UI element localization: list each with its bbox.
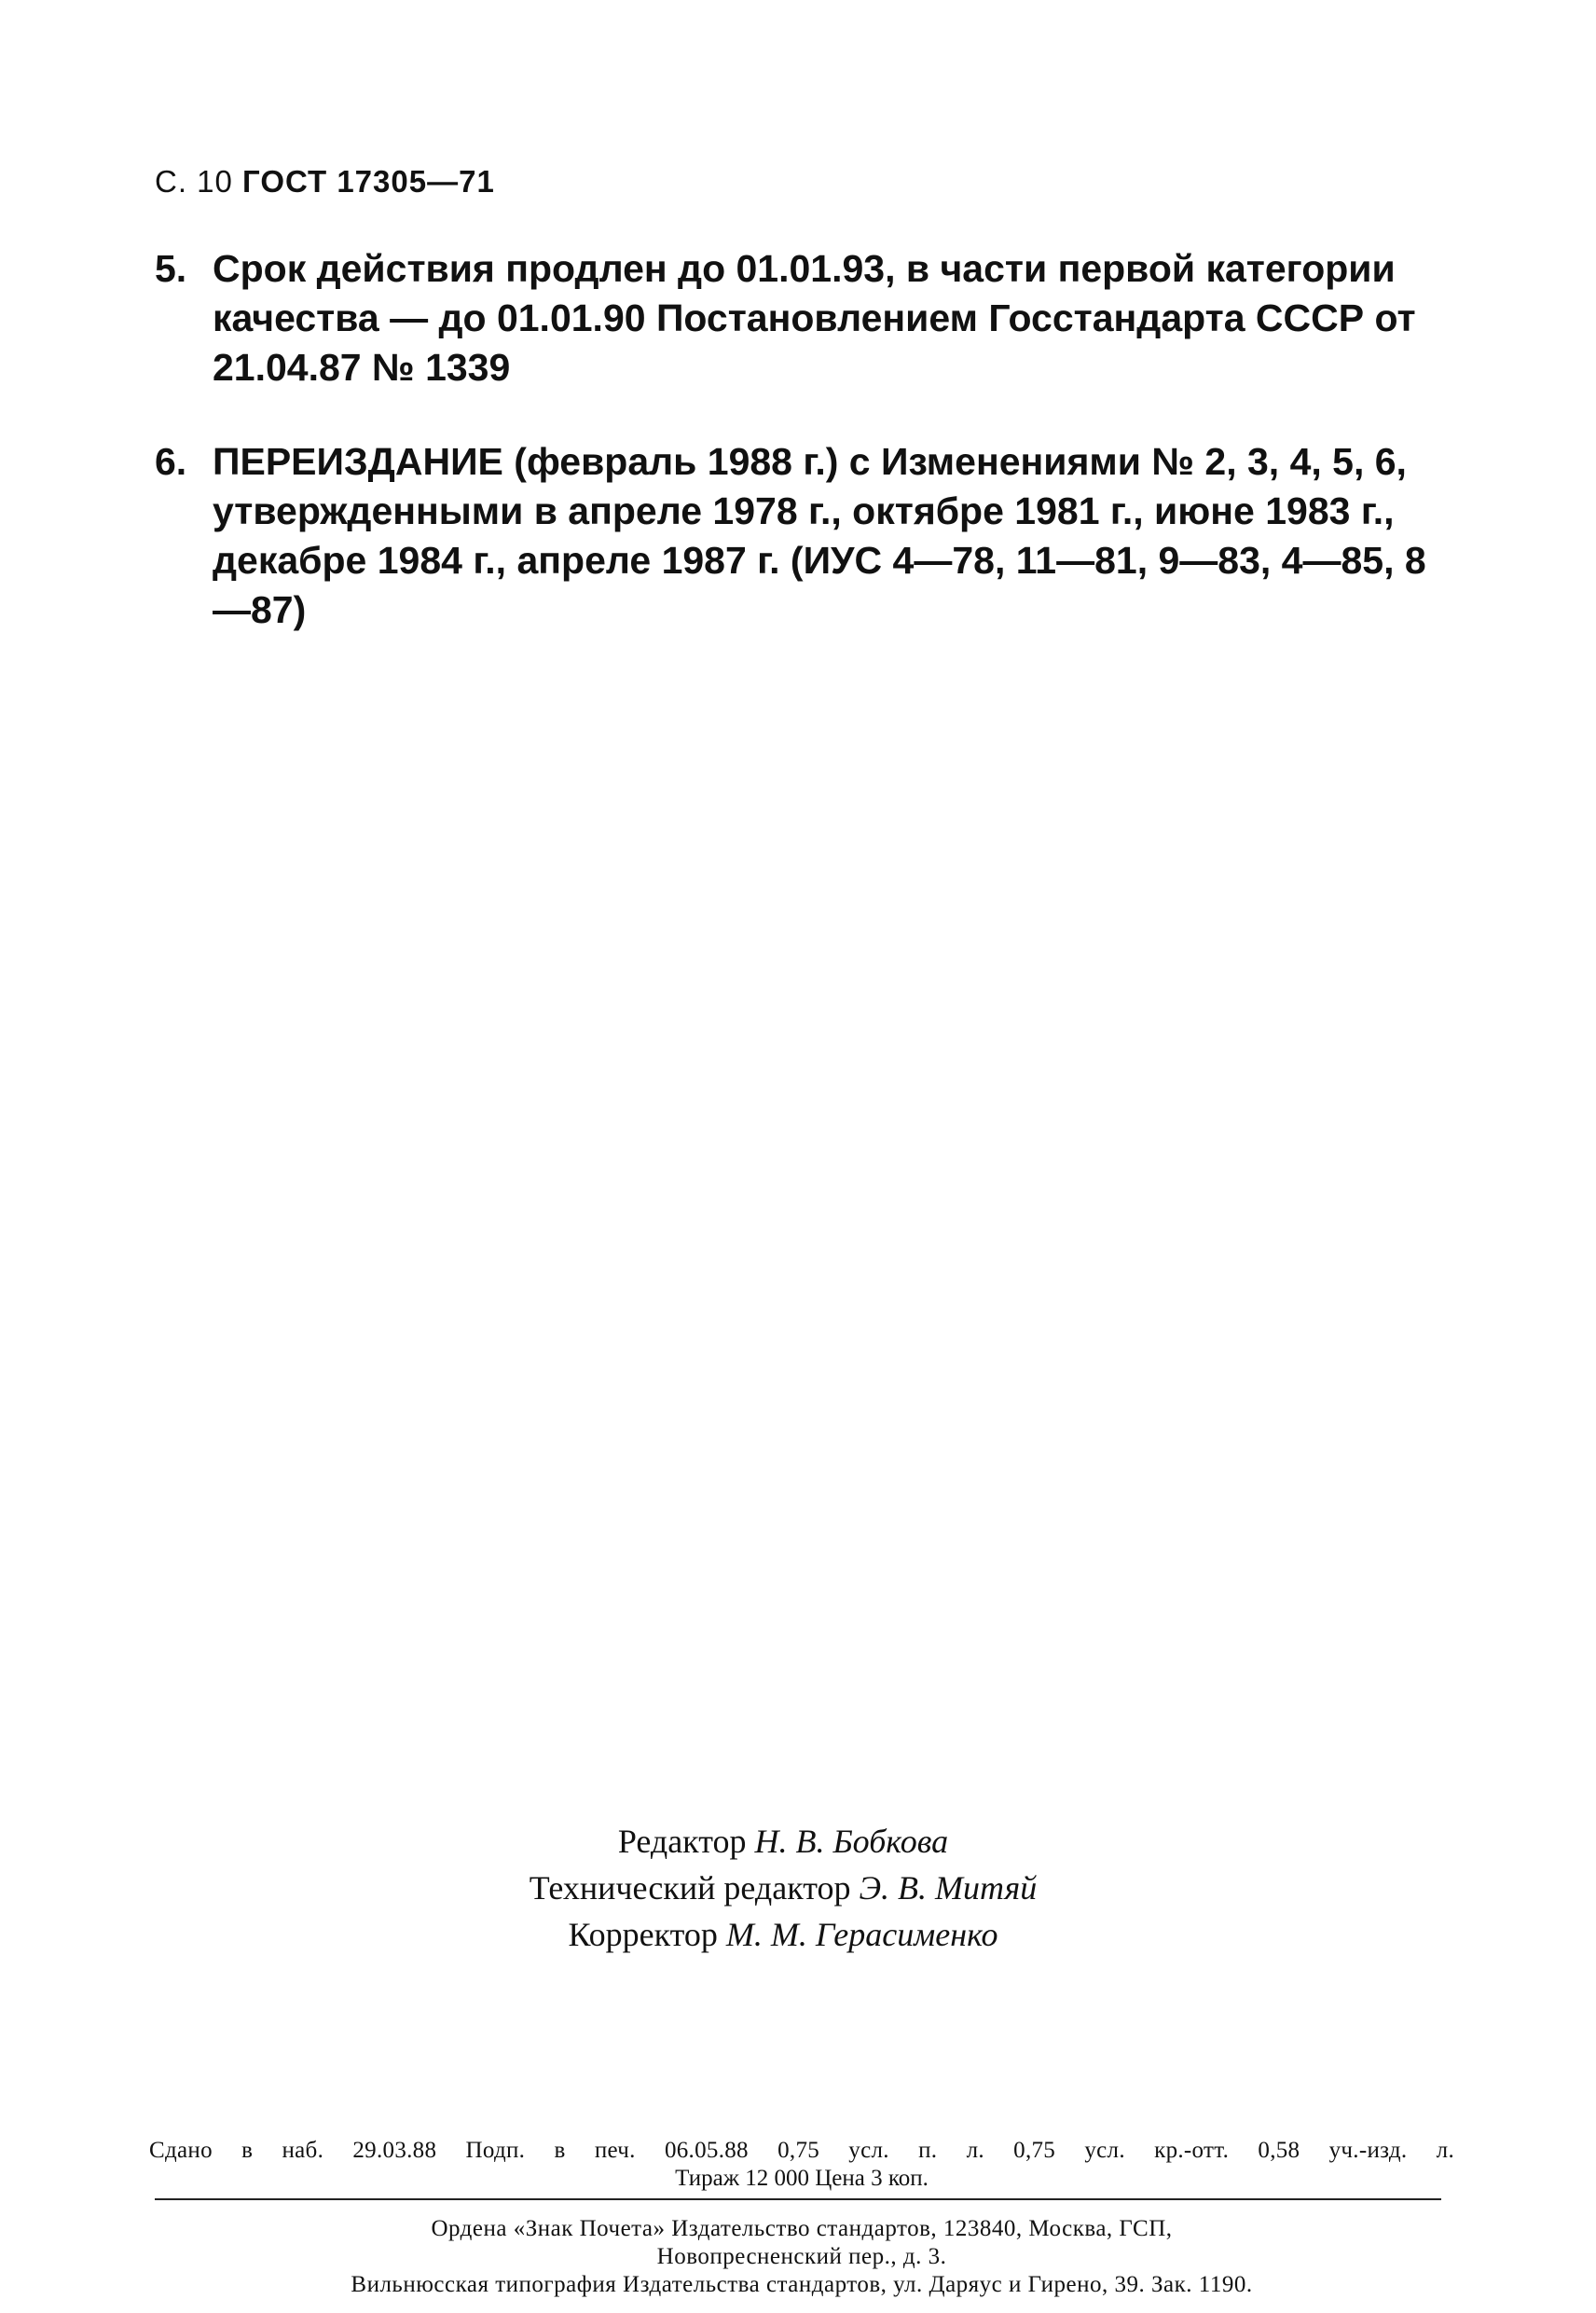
divider-rule <box>155 2198 1441 2200</box>
editor-line <box>420 1818 1147 1865</box>
corrector-line <box>420 1911 1147 1958</box>
page-number: С. 10 <box>155 164 233 199</box>
tech-editor-name: Э. В. Митяй <box>859 1869 1038 1907</box>
imprint-print-details: Сдано в наб. 29.03.88 Подп. в печ. 06.05.88 0,75 усл. п. л. 0,75 усл. кр.-отт. 0,58 уч.-изд. л. <box>149 2138 1454 2163</box>
editor-name: Н. В. Бобкова <box>754 1823 949 1860</box>
printing-house: Вильнюсская типография Издательства стандартов, ул. Даряус и Гирено, 39. Зак. 1190. <box>351 2272 1253 2297</box>
note-item <box>155 244 1460 392</box>
note-text: ПЕРЕИЗДАНИЕ (февраль 1988 г.) с Изменениями № 2, 3, 4, 5, 6, утвержденными в апреле 1978 г., октябре 1981 г., июне 1983 г., декабре 1984 г., апреле 1987 г. (ИУС 4—78, 11—81, 9—83, 4—85, 8—87) <box>213 440 1426 631</box>
imprint-block <box>149 2137 1454 2193</box>
imprint-circulation: Тираж 12 000 Цена 3 коп. <box>675 2166 929 2191</box>
page-header <box>155 164 495 200</box>
tech-editor-role: Технический редактор <box>529 1869 851 1907</box>
publisher-address: Новопресненский пер., д. 3. <box>656 2244 947 2269</box>
credits-block <box>420 1818 1147 1958</box>
standard-number: ГОСТ 17305—71 <box>242 164 495 199</box>
tech-editor-line <box>420 1865 1147 1911</box>
publisher-block <box>149 2215 1454 2299</box>
note-number: 6. <box>155 440 187 483</box>
note-item <box>155 437 1460 635</box>
notes-list <box>155 244 1460 680</box>
editor-role: Редактор <box>617 1823 747 1860</box>
note-number: 5. <box>155 247 187 290</box>
corrector-name: М. М. Герасименко <box>725 1916 998 1953</box>
publisher-name: Ордена «Знак Почета» Издательство стандартов, 123840, Москва, ГСП, <box>431 2216 1173 2241</box>
corrector-role: Корректор <box>568 1916 718 1953</box>
note-text: Срок действия продлен до 01.01.93, в части первой категории качества — до 01.01.90 Постановлением Госстандарта СССР от 21.04.87 № 1339 <box>213 247 1416 389</box>
